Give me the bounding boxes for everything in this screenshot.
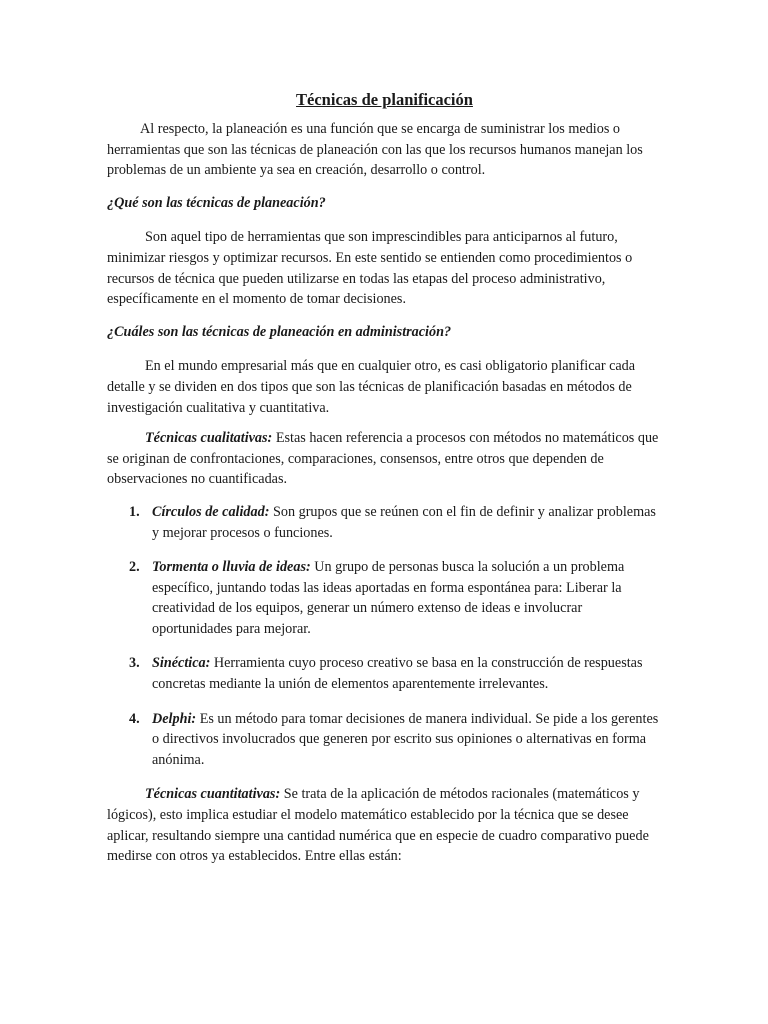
qualitative-text: Estas hacen referencia a procesos con métodos no matemáticos que se originan de confrontaciones, comparaciones, consensos, entre otros que dependen de observaciones no cuantificadas. <box>107 430 659 488</box>
list-item-number: 4. <box>129 710 140 727</box>
list-item-text: Un grupo de personas busca la solución a un problema específico, juntando todas las ideas aportadas en forma espontánea para: Liberar la creatividad de los equipos, generar un número extenso de ideas e involucrar oportunidades para mejorar. <box>152 559 625 637</box>
document-page <box>107 88 662 877</box>
quantitative-term: Técnicas cuantitativas: <box>145 786 281 803</box>
qualitative-term: Técnicas cualitativas: <box>145 430 273 447</box>
list-item-term: Sinéctica: <box>152 655 211 672</box>
list-item <box>107 653 662 694</box>
question-heading-1: ¿Qué son las técnicas de planeación? <box>107 194 326 211</box>
list-item <box>107 502 662 543</box>
list-item-text: Son grupos que se reúnen con el fin de definir y analizar problemas y mejorar procesos o funciones. <box>152 503 656 541</box>
list-item-number: 1. <box>129 503 140 520</box>
list-item-number: 2. <box>129 559 140 576</box>
quantitative-text: Se trata de la aplicación de métodos racionales (matemáticos y lógicos), esto implica estudiar el modelo matemático establecido por la técnica que se desee aplicar, resultando siempre una cantidad numérica que en especie de cuadro comparativo puede medirse con otros ya establecidos. Entre ellas están: <box>107 786 649 865</box>
list-item <box>107 557 662 639</box>
list-item <box>107 709 662 771</box>
list-item-number: 3. <box>129 655 140 672</box>
list-item-term: Círculos de calidad: <box>152 503 270 520</box>
list-item-text: Es un método para tomar decisiones de manera individual. Se pide a los gerentes o directivos involucrados que generen por escrito sus opiniones o alternativas en forma anónima. <box>152 710 659 768</box>
list-item-term: Delphi: <box>152 710 197 727</box>
list-item-term: Tormenta o lluvia de ideas: <box>152 559 311 576</box>
question-heading-2: ¿Cuáles son las técnicas de planeación en administración? <box>107 323 452 340</box>
answer-paragraph-2: En el mundo empresarial más que en cualquier otro, es casi obligatorio planificar cada detalle y se dividen en dos tipos que son las técnicas de planificación basadas en métodos de investigación cualitativa y cuantitativa. <box>107 358 636 416</box>
page-title: Técnicas de planificación <box>296 90 473 109</box>
answer-paragraph-1: Son aquel tipo de herramientas que son imprescindibles para anticiparnos al futuro, minimizar riesgos y optimizar recursos. En este sentido se entienden como procedimientos o recursos de técnica que pueden utilizarse en todas las etapas del proceso administrativo, específicamente en el momento de tomar decisiones. <box>107 229 633 308</box>
qualitative-techniques-list <box>107 502 662 771</box>
quantitative-paragraph <box>107 784 662 866</box>
list-item-text: Herramienta cuyo proceso creativo se basa en la construcción de respuestas concretas mediante la unión de elementos aparentemente irrelevantes. <box>152 655 643 693</box>
intro-paragraph: Al respecto, la planeación es una función que se encarga de suministrar los medios o herramientas que son las técnicas de planeación con las que los recursos humanos manejan los problemas de un ambiente ya sea en creación, desarrollo o control. <box>107 121 643 179</box>
qualitative-paragraph <box>107 428 662 490</box>
